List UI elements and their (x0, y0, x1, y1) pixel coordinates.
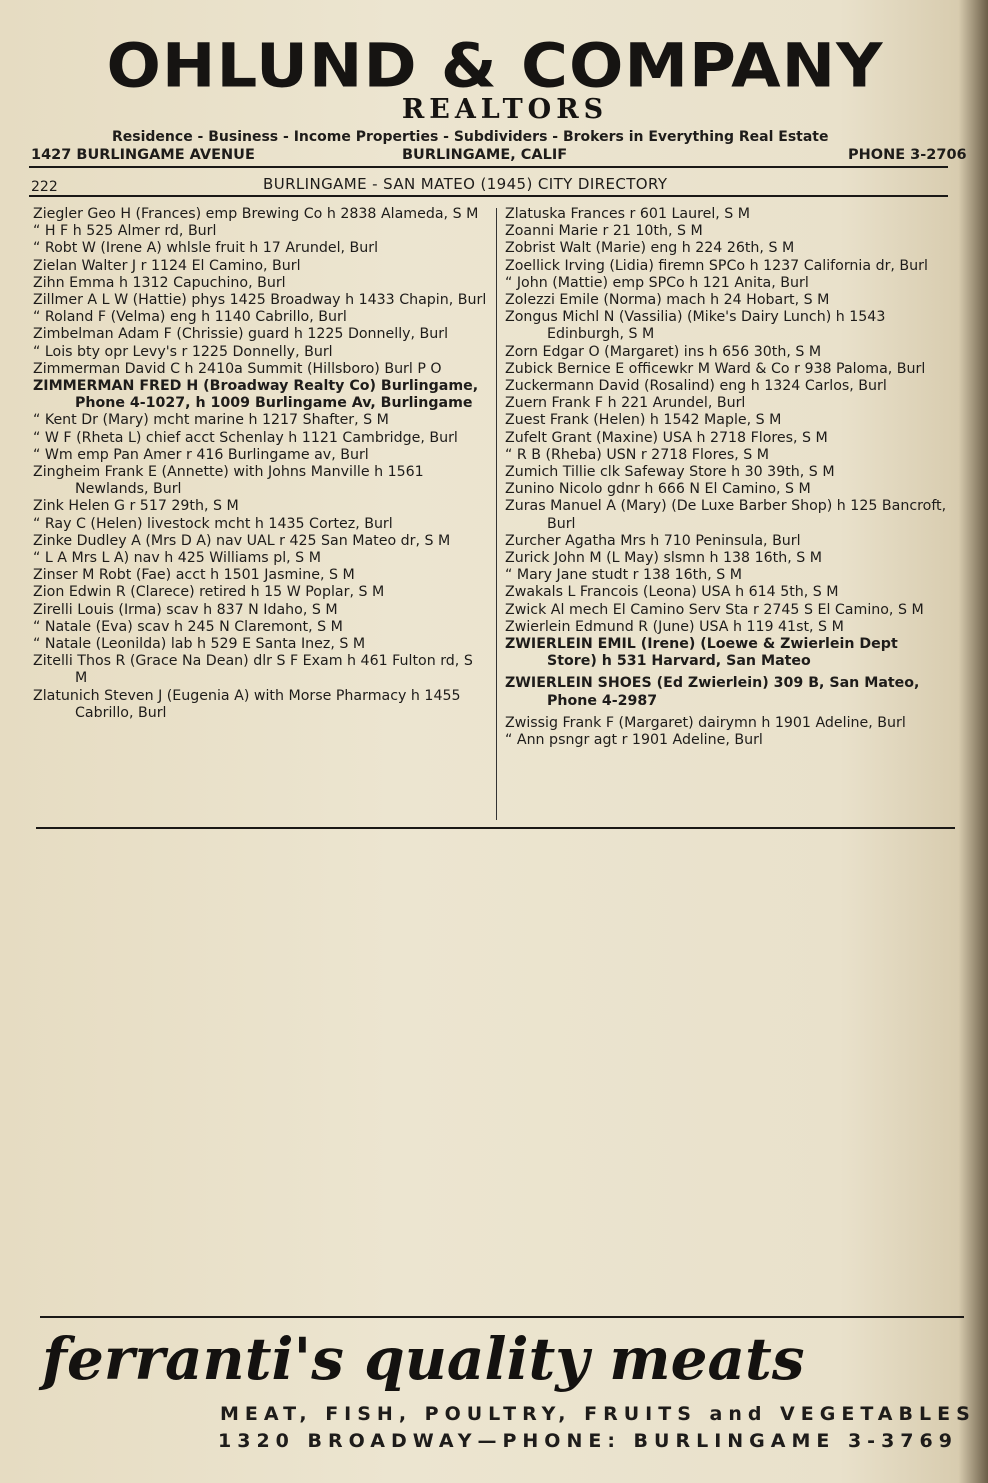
directory-entry: Zuckermann David (Rosalind) eng h 1324 Carlos, Burl (505, 378, 887, 395)
directory-entry: Zimmerman David C h 2410a Summit (Hillsboro) Burl P O (33, 360, 442, 377)
directory-entry: “ Roland F (Velma) eng h 1140 Cabrillo, Burl (33, 309, 347, 326)
directory-entry: Zlatuska Frances r 601 Laurel, S M (505, 206, 751, 222)
directory-entry: ZIMMERMAN FRED H (Broadway Realty Co) Burlingame, Phone 4-1027, h 1009 Burlingame Av, Burlingame (33, 378, 479, 412)
directory-entry: Zinser M Robt (Fae) acct h 1501 Jasmine, S M (33, 567, 355, 584)
directory-entry: Zink Helen G r 517 29th, S M (33, 498, 239, 515)
directory-entry: “ H F h 525 Almer rd, Burl (33, 223, 217, 240)
directory-entry: “ Kent Dr (Mary) mcht marine h 1217 Shafter, S M (33, 412, 389, 429)
directory-entry: Zitelli Thos R (Grace Na Dean) dlr S F Exam h 461 Fulton rd, S M (33, 653, 473, 687)
directory-entry: “ Mary Jane studt r 138 16th, S M (505, 567, 742, 584)
directory-entry: Zobrist Walt (Marie) eng h 224 26th, S M (505, 240, 795, 257)
directory-entry: “ Ann psngr agt r 1901 Adeline, Burl (505, 732, 763, 749)
directory-entry: Zurick John M (L May) slsmn h 138 16th, S M (505, 550, 822, 567)
directory-entry: Zolezzi Emile (Norma) mach h 24 Hobart, S M (505, 292, 830, 309)
advertiser-address-phone: 1320 BROADWAY—PHONE: BURLINGAME 3-3769 (218, 1430, 958, 1452)
company-name: OHLUND & COMPANY (106, 31, 884, 102)
listing-end-rule (36, 827, 955, 829)
directory-entry: Zinke Dudley A (Mrs D A) nav UAL r 425 San Mateo dr, S M (33, 532, 451, 549)
directory-entry: Zwick Al mech El Camino Serv Sta r 2745 S El Camino, S M (505, 601, 924, 618)
directory-entry: “ Wm emp Pan Amer r 416 Burlingame av, Burl (33, 446, 369, 463)
directory-entry: Zumich Tillie clk Safeway Store h 30 39th, S M (505, 464, 835, 481)
directory-entry: Zuras Manuel A (Mary) (De Luxe Barber Shop) h 125 Bancroft, Burl (505, 498, 947, 532)
directory-entry: ZWIERLEIN EMIL (Irene) (Loewe & Zwierlein Dept Store) h 531 Harvard, San Mateo (505, 636, 898, 670)
directory-entry: ZWIERLEIN SHOES (Ed Zwierlein) 309 B, San Mateo, Phone 4-2987 (505, 675, 920, 709)
running-head: BURLINGAME - SAN MATEO (1945) CITY DIRECTORY (263, 175, 668, 193)
directory-entry: Zihn Emma h 1312 Capuchino, Burl (33, 274, 286, 291)
directory-entry: Zingheim Frank E (Annette) with Johns Manville h 1561 Newlands, Burl (33, 464, 424, 498)
company-subtitle: REALTORS (401, 94, 609, 125)
directory-entry: Zoanni Marie r 21 10th, S M (505, 223, 703, 240)
directory-entry: “ L A Mrs L A) nav h 425 Williams pl, S M (33, 550, 321, 567)
running-head-rule (29, 195, 948, 197)
directory-entry: Zorn Edgar O (Margaret) ins h 656 30th, S M (505, 343, 822, 360)
directory-entry: “ W F (Rheta L) chief acct Schenlay h 1121 Cambridge, Burl (33, 429, 458, 446)
directory-entry: Zion Edwin R (Clarece) retired h 15 W Poplar, S M (33, 584, 385, 601)
directory-entry: “ John (Mattie) emp SPCo h 121 Anita, Burl (505, 274, 809, 291)
directory-entry: Zielan Walter J r 1124 El Camino, Burl (33, 257, 301, 274)
company-phone: PHONE 3-2706 (848, 147, 967, 163)
column-divider (496, 208, 497, 820)
footer-rule (40, 1316, 964, 1318)
company-address: 1427 BURLINGAME AVENUE (31, 147, 255, 163)
directory-entry: Zwissig Frank F (Margaret) dairymn h 1901 Adeline, Burl (505, 714, 906, 731)
left-column (33, 206, 489, 722)
directory-entry: Zillmer A L W (Hattie) phys 1425 Broadway h 1433 Chapin, Burl (33, 292, 487, 309)
directory-entry: Ziegler Geo H (Frances) emp Brewing Co h 2838 Alameda, S M (33, 206, 479, 222)
directory-entry: Zongus Michl N (Vassilia) (Mike's Dairy Lunch) h 1543 Edinburgh, S M (505, 309, 886, 343)
directory-entry: “ R B (Rheba) USN r 2718 Flores, S M (505, 446, 769, 463)
company-city: BURLINGAME, CALIF (402, 147, 568, 163)
advertiser-products: MEAT, FISH, POULTRY, FRUITS and VEGETABLES (220, 1403, 976, 1425)
directory-entry: Zurcher Agatha Mrs h 710 Peninsula, Burl (505, 532, 801, 549)
page-number: 222 (31, 179, 58, 195)
directory-entry: “ Robt W (Irene A) whlsle fruit h 17 Arundel, Burl (33, 240, 379, 257)
directory-entry: Zunino Nicolo gdnr h 666 N El Camino, S M (505, 481, 811, 498)
right-column (505, 206, 950, 749)
directory-entry: Zimbelman Adam F (Chrissie) guard h 1225 Donnelly, Burl (33, 326, 449, 343)
directory-entry: Zuern Frank F h 221 Arundel, Burl (505, 395, 746, 412)
directory-entry: Zoellick Irving (Lidia) firemn SPCo h 1237 California dr, Burl (505, 257, 928, 274)
services-line: Residence - Business - Income Properties - Subdividers - Brokers in Everything Real Estate (112, 129, 829, 145)
directory-entry: Zirelli Louis (Irma) scav h 837 N Idaho, S M (33, 601, 338, 618)
directory-entry: “ Natale (Leonilda) lab h 529 E Santa Inez, S M (33, 636, 366, 653)
directory-entry: Zubick Bernice E officewkr M Ward & Co r 938 Paloma, Burl (505, 360, 926, 377)
header-rule (29, 166, 948, 168)
directory-entry: Zlatunich Steven J (Eugenia A) with Morse Pharmacy h 1455 Cabrillo, Burl (33, 687, 461, 721)
directory-entry: Zwierlein Edmund R (June) USA h 119 41st, S M (505, 618, 844, 635)
directory-entry: “ Ray C (Helen) livestock mcht h 1435 Cortez, Burl (33, 515, 393, 532)
directory-entry: Zuest Frank (Helen) h 1542 Maple, S M (505, 412, 782, 429)
directory-entry: “ Natale (Eva) scav h 245 N Claremont, S M (33, 618, 343, 635)
directory-entry: Zwakals L Francois (Leona) USA h 614 5th, S M (505, 584, 839, 601)
directory-entry: “ Lois bty opr Levy's r 1225 Donnelly, Burl (33, 343, 333, 360)
directory-entry: Zufelt Grant (Maxine) USA h 2718 Flores, S M (505, 429, 828, 446)
advertiser-name: ferranti's quality meats (42, 1325, 805, 1393)
